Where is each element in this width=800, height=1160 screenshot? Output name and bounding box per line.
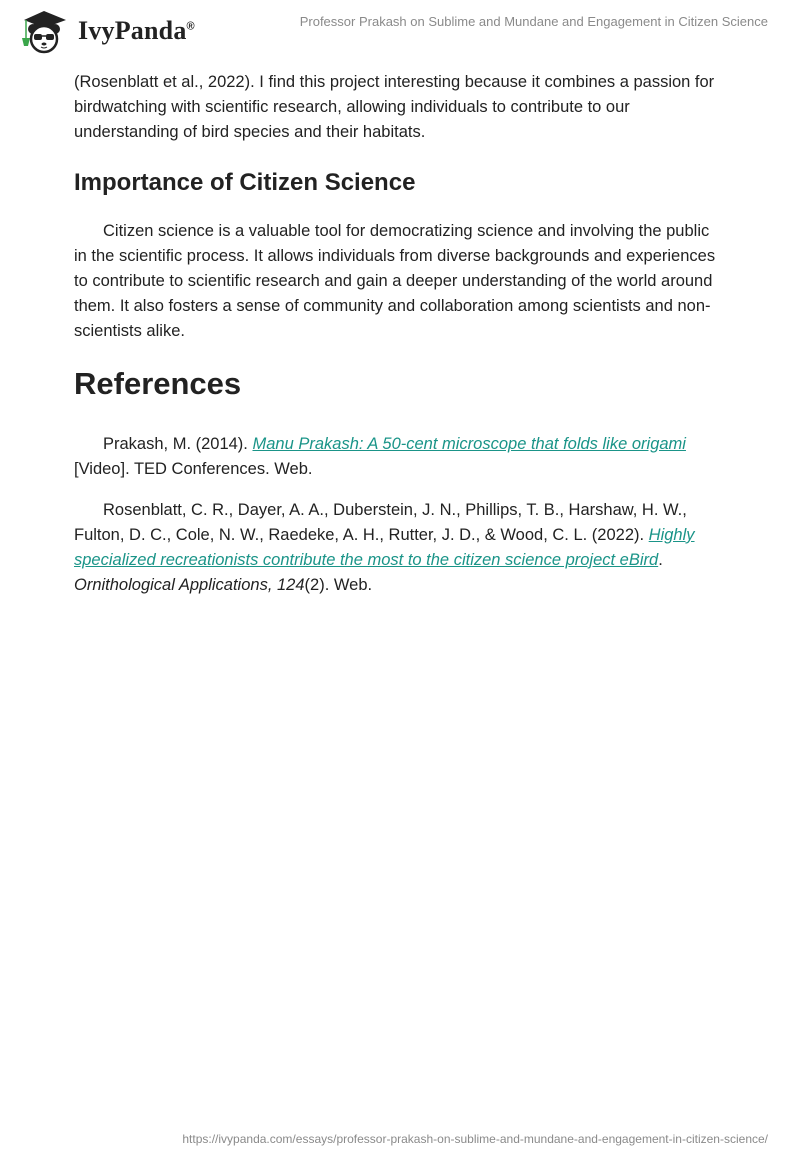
document-title: Professor Prakash on Sublime and Mundane and Engagement in Citizen Science bbox=[299, 14, 768, 29]
section-paragraph: Citizen science is a valuable tool for democratizing science and involving the public in the scientific process. It allows individuals from diverse backgrounds and experiences to contribute to scientific research and gain a deeper understanding of the world around them. It also fosters a sense of community and collaboration among scientists and non-scientists alike. bbox=[74, 222, 716, 340]
reference-link[interactable]: Manu Prakash: A 50-cent microscope that folds like origami bbox=[252, 435, 686, 453]
journal-name: Ornithological Applications, 124 bbox=[74, 576, 305, 594]
reference-link[interactable]: Highly specialized recreationists contribute the most to the citizen science project eBird bbox=[74, 526, 695, 569]
reference-item: Rosenblatt, C. R., Dayer, A. A., Duberstein, J. N., Phillips, T. B., Harshaw, H. W., Fulton, D. C., Cole, N. W., Raedeke, A. H., Rutter, J. D., & Wood, C. L. (2022). Highly specialized recreationists contribute the most to the citizen science project eBird. Ornithological Applications, 124(2). Web. bbox=[74, 501, 695, 594]
intro-paragraph: (Rosenblatt et al., 2022). I find this project interesting because it combines a passion for birdwatching with scientific research, allowing individuals to contribute to our understanding of bird species and their habitats. bbox=[74, 73, 715, 141]
section-heading: Importance of Citizen Science bbox=[74, 169, 416, 196]
reference-item: Prakash, M. (2014). Manu Prakash: A 50-cent microscope that folds like origami [Video]. TED Conferences. Web. bbox=[74, 435, 686, 478]
brand-name: IvyPanda® bbox=[78, 16, 195, 45]
source-url[interactable]: https://ivypanda.com/essays/professor-prakash-on-sublime-and-mundane-and-engagement-in-citizen-science/ bbox=[182, 1132, 768, 1146]
ivypanda-logo[interactable] bbox=[16, 8, 195, 54]
page-header bbox=[0, 0, 800, 60]
essay-content bbox=[74, 70, 726, 598]
references-heading: References bbox=[74, 366, 242, 401]
panda-graduate-icon bbox=[16, 8, 74, 54]
